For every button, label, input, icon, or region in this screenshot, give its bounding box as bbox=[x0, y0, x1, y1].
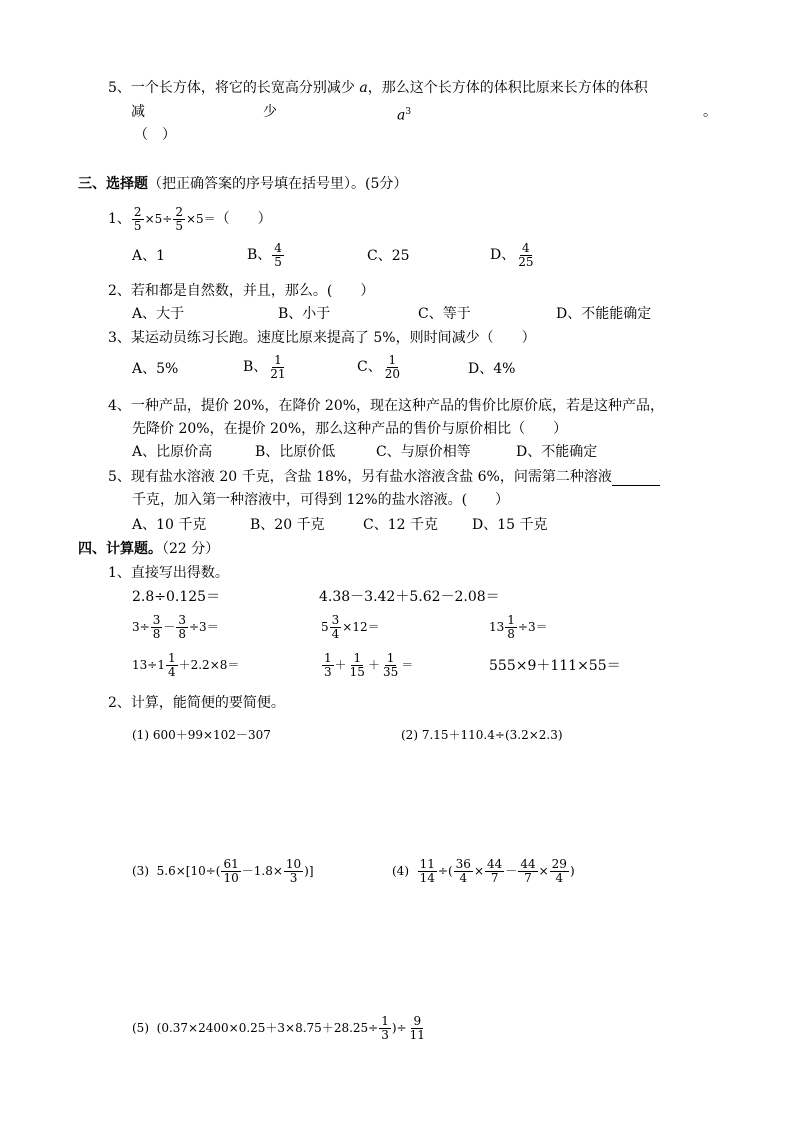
mc-q1-stem: 1、 $\frac{2}{5}$ ×5÷ $\frac{2}{5}$ ×5＝（ ） bbox=[108, 204, 272, 233]
mc-q3-option-b: B、 $\frac{1}{21}$ bbox=[243, 352, 286, 381]
q5-fill-word2: 少 bbox=[263, 104, 277, 120]
mc-q3-option-a: A、5% bbox=[132, 361, 179, 377]
q5-fill-line1: 5、一个长方体，将它的长宽高分别减少 a，那么这个长方体的体积比原来长方体的体积 bbox=[108, 80, 648, 96]
mc-q4-option-c: C、与原价相等 bbox=[376, 444, 471, 460]
calc-c1: (1) 600＋99×102－307 bbox=[132, 728, 271, 742]
mc-q5-option-d: D、15 千克 bbox=[472, 517, 548, 533]
q5-fill-a-cubed: $a^3$ bbox=[397, 107, 412, 124]
section-4-points: （22 分） bbox=[162, 541, 220, 557]
calc-e1: 2.8÷0.125＝ bbox=[132, 589, 221, 605]
mc-q1-option-c: C、25 bbox=[367, 248, 410, 264]
mc-q5-option-c: C、12 千克 bbox=[363, 517, 438, 533]
calc-e4: 5 $\frac{3}{4}$ ×12＝ bbox=[321, 613, 380, 641]
mc-q3-option-c: C、 $\frac{1}{20}$ bbox=[357, 352, 400, 381]
mc-q2-stem: 2、若和都是自然数，并且，那么。( ） bbox=[108, 283, 375, 299]
mc-q2-option-d: D、不能能确定 bbox=[556, 306, 652, 322]
calc-e3: 3÷ $\frac{3}{8}$ － $\frac{3}{8}$ ÷3＝ bbox=[132, 613, 219, 641]
mc-q4-option-d: D、不能确定 bbox=[516, 444, 598, 460]
mc-q4-option-a: A、比原价高 bbox=[132, 444, 213, 460]
section-3-heading bbox=[78, 175, 407, 193]
mc-q3-stem: 3、某运动员练习长跑。速度比原来提高了 5%，则时间减少（ ） bbox=[108, 330, 536, 346]
section-4-heading bbox=[78, 540, 219, 558]
calc-e8: 555×9＋111×55＝ bbox=[489, 658, 621, 674]
section-4-title: 四、计算题。 bbox=[78, 541, 162, 557]
q5-fill-word1: 减 bbox=[131, 104, 145, 120]
mc-q2-option-b: B、小于 bbox=[278, 306, 331, 322]
calc-e5: 13 $\frac{1}{8}$ ÷3＝ bbox=[489, 613, 548, 641]
q5-fill-period: 。 bbox=[703, 104, 717, 120]
calc-c2: (2) 7.15＋110.4÷(3.2×2.3) bbox=[401, 728, 563, 742]
answer-blank[interactable] bbox=[612, 471, 660, 486]
mc-q2-option-c: C、等于 bbox=[418, 306, 471, 322]
calc-e2: 4.38－3.42＋5.62－2.08＝ bbox=[319, 589, 500, 605]
calc-sub2-title: 2、计算，能简便的要简便。 bbox=[108, 695, 285, 711]
calc-e6: 13÷1 $\frac{1}{4}$ ＋2.2×8＝ bbox=[132, 651, 240, 679]
calc-c3: (3) 5.6×[10÷( $\frac{61}{10}$ －1.8× $\frac{10}{3}$ )] bbox=[132, 857, 314, 885]
calc-sub1-title: 1、直接写出得数。 bbox=[108, 565, 229, 581]
section-3-title: 三、选择题 bbox=[78, 176, 148, 192]
mc-q5-stem-line1: 5、现有盐水溶液 20 千克，含盐 18%，另有盐水溶液含盐 6%，问需第二种溶液 bbox=[108, 468, 660, 486]
section-3-instruction: （把正确答案的序号填在括号里）。(5分） bbox=[148, 176, 408, 192]
mc-q4-option-b: B、比原价低 bbox=[255, 444, 336, 460]
calc-c4: (4) $\frac{11}{14}$ ÷( $\frac{36}{4}$ × $\frac{44}{7}$ － $\frac{44}{7}$ × $\frac{29}{4}$ ) bbox=[392, 857, 575, 885]
q5-fill-answer-paren: （ ） bbox=[134, 127, 176, 143]
mc-q5-option-b: B、20 千克 bbox=[250, 517, 325, 533]
mc-q1-option-b: B、 $\frac{4}{5}$ bbox=[247, 240, 282, 269]
mc-q4-stem-line2: 先降价 20%，在提价 20%，那么这种产品的售价与原价相比（ ） bbox=[132, 421, 568, 437]
mc-q2-option-a: A、大于 bbox=[132, 306, 185, 322]
mc-q5-stem-line2: 千克，加入第一种溶液中，可得到 12%的盐水溶液。( ） bbox=[132, 492, 510, 508]
calc-e7: $\frac{1}{3}$ ＋ $\frac{1}{15}$ ＋ $\frac{1}{35}$ ＝ bbox=[324, 651, 414, 679]
calc-c5: (5) (0.37×2400×0.25＋3×8.75＋28.25÷ $\frac{1}{3}$ )÷ $\frac{9}{11}$ bbox=[132, 1014, 425, 1042]
mc-q1-option-a: A、1 bbox=[132, 248, 166, 264]
mc-q4-stem-line1: 4、一种产品，提价 20%，在降价 20%，现在这种产品的售价比原价底，若是这种产品， bbox=[108, 398, 665, 414]
mc-q3-option-d: D、4% bbox=[468, 361, 516, 377]
mc-q5-option-a: A、10 千克 bbox=[132, 517, 207, 533]
mc-q1-option-d: D、 $\frac{4}{25}$ bbox=[490, 240, 534, 269]
